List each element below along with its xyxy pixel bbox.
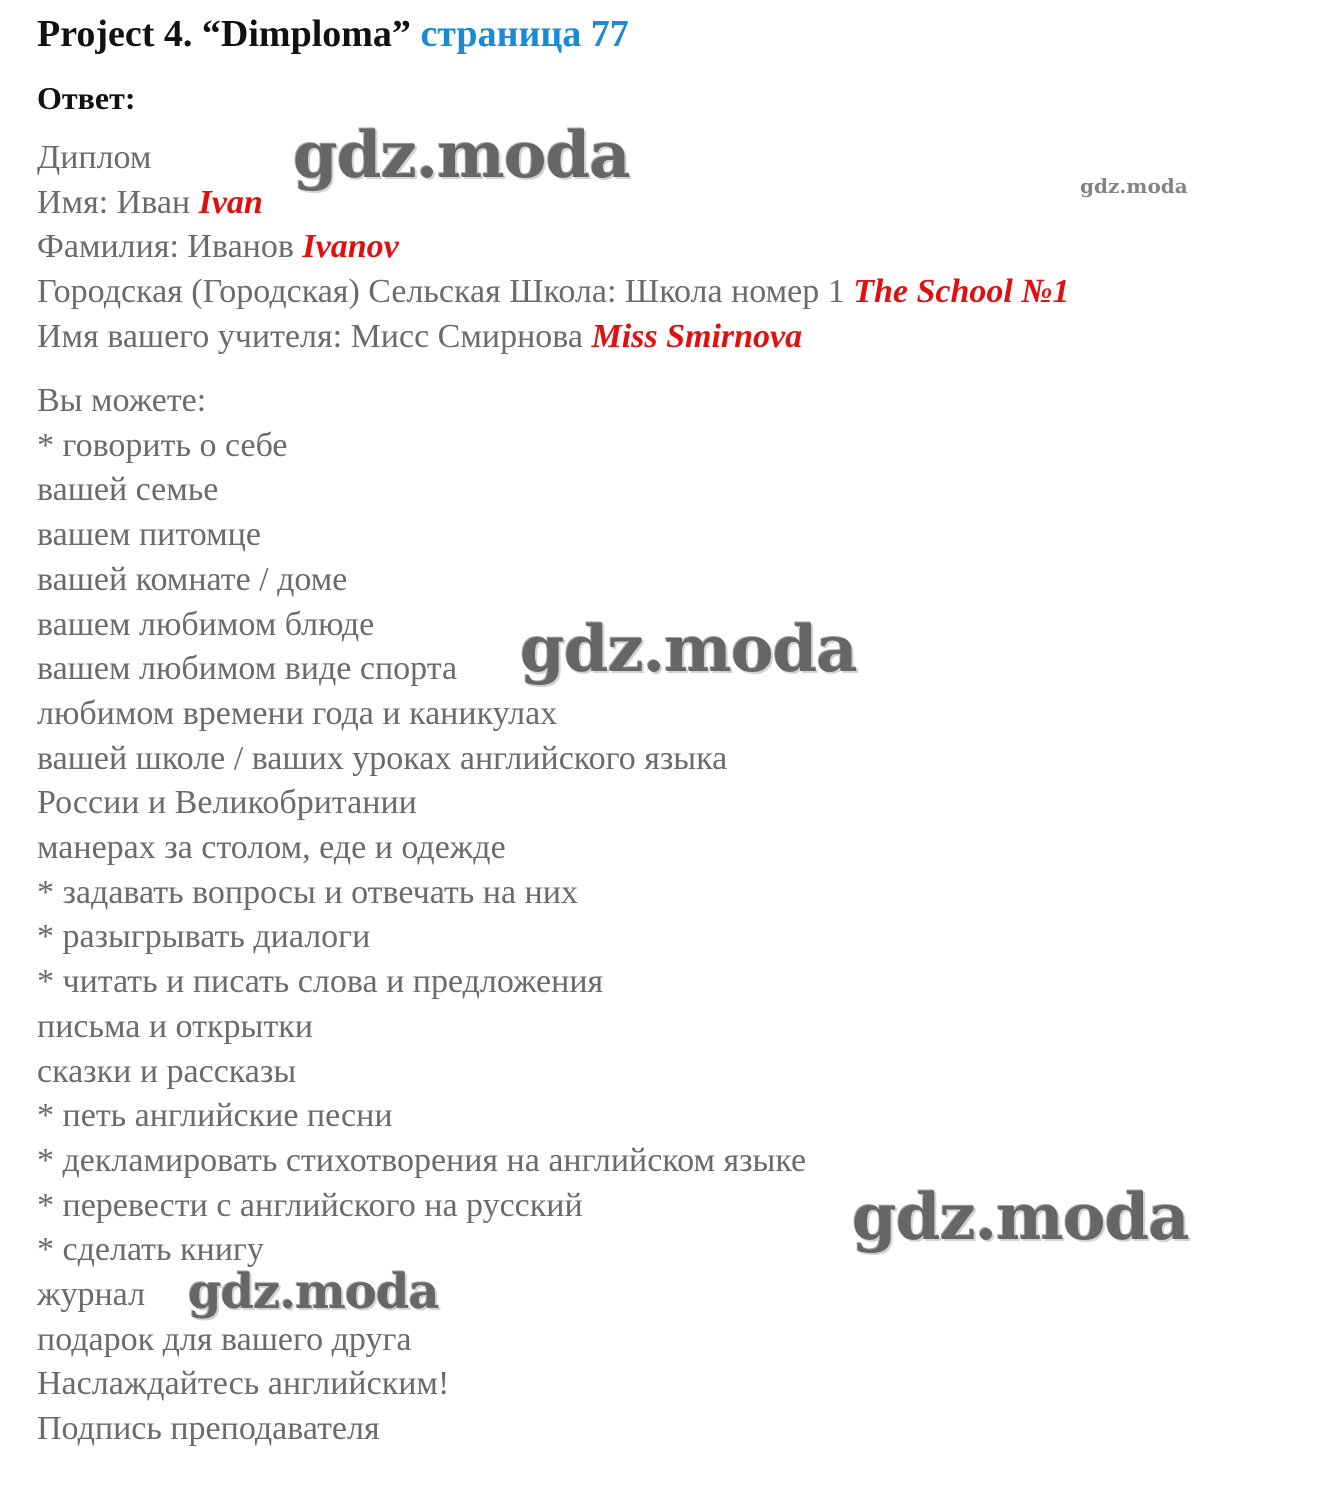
list-item: подарок для вашего друга [37, 1320, 412, 1358]
list-item: * перевести с английского на русский [37, 1186, 583, 1224]
diploma-field: Диплом [37, 139, 152, 176]
watermark: gdz.moda [1080, 174, 1188, 198]
diploma-field: Имя вашего учителя: Мисс Смирнова Miss Smirnova [37, 317, 803, 355]
list-item: журнал [37, 1276, 146, 1314]
watermark: gdz.moda [852, 1180, 1189, 1255]
list-item: письма и открытки [37, 1007, 313, 1045]
list-item: Наслаждайтесь английским! [37, 1365, 450, 1403]
list-item: * задавать вопросы и отвечать на них [37, 873, 578, 911]
list-item: вашем любимом виде спорта [37, 650, 458, 688]
list-item: манерах за столом, еде и одежде [37, 829, 506, 867]
skills-list [37, 379, 806, 1452]
diploma-field: Фамилия: Иванов Ivanov [37, 228, 399, 266]
list-item: вашем питомце [37, 516, 261, 554]
list-item: * декламировать стихотворения на английском языке [37, 1141, 807, 1179]
list-item: вашей семье [37, 471, 219, 509]
list-item: вашей школе / ваших уроках английского языка [37, 739, 728, 777]
list-item: * петь английские песни [37, 1097, 393, 1135]
list-item: * говорить о себе [37, 426, 288, 464]
field-answer: Ivan [198, 183, 263, 221]
list-item: * читать и писать слова и предложения [37, 963, 604, 1001]
page-reference: страница 77 [420, 13, 629, 55]
watermark: gdz.moda [520, 612, 857, 687]
field-answer: Miss Smirnova [591, 317, 803, 355]
diploma-fields [37, 136, 1070, 360]
diploma-field: Городская (Городская) Сельская Школа: Школа номер 1 The School №1 [37, 273, 1070, 311]
watermark: gdz.moda [188, 1264, 439, 1320]
list-item: * сделать книгу [37, 1231, 264, 1269]
field-answer: The School №1 [853, 273, 1070, 311]
page-title [37, 10, 629, 58]
list-item: сказки и рассказы [37, 1052, 297, 1090]
list-item: вашем любимом блюде [37, 605, 375, 643]
field-answer: Ivanov [302, 228, 399, 266]
project-title: Project 4. “Dimploma” [37, 13, 411, 55]
diploma-field: Имя: Иван Ivan [37, 183, 263, 221]
list-item: вашей комнате / доме [37, 560, 348, 598]
watermark: gdz.moda [293, 118, 630, 193]
list-item: Подпись преподавателя [37, 1410, 380, 1448]
list-item: * разыгрывать диалоги [37, 918, 371, 956]
list-item: Вы можете: [37, 382, 207, 419]
answer-label: Ответ: [37, 80, 136, 116]
list-item: любимом времени года и каникулах [37, 694, 558, 732]
list-item: России и Великобритании [37, 784, 417, 822]
